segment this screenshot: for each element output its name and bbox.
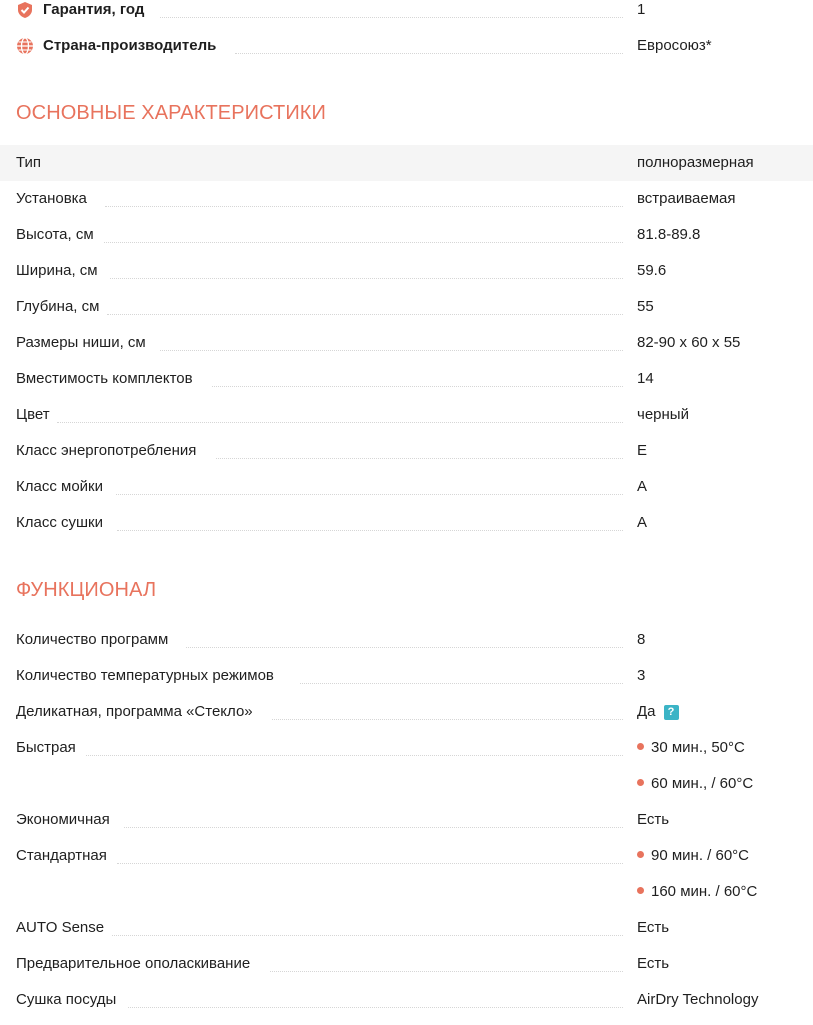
- spec-value: 8: [637, 631, 646, 648]
- spec-value: A: [637, 478, 648, 495]
- spec-row: [0, 505, 813, 541]
- dotted-leader: [300, 683, 623, 684]
- spec-value: AirDry Technology: [637, 991, 759, 1008]
- dotted-leader: [112, 935, 623, 936]
- spec-label: Класс энергопотребления: [16, 442, 197, 459]
- spec-label: AUTO Sense: [16, 919, 105, 936]
- spec-row: [0, 694, 813, 730]
- spec-row: [0, 253, 813, 289]
- spec-value: [637, 702, 679, 722]
- spec-value: 55: [637, 298, 654, 315]
- spec-row-country: [0, 28, 813, 64]
- spec-value: [637, 738, 745, 758]
- spec-label: Количество программ: [16, 631, 169, 648]
- spec-row: [0, 622, 813, 658]
- dotted-leader: [110, 278, 623, 279]
- spec-label: Количество температурных режимов: [16, 667, 274, 684]
- dotted-leader: [270, 971, 623, 972]
- bullet-text: 160 мин. / 60°C: [651, 883, 758, 900]
- spec-label: Размеры ниши, см: [16, 334, 146, 351]
- spec-row: [0, 289, 813, 325]
- section-title-features: ФУНКЦИОНАЛ: [16, 579, 157, 601]
- dotted-leader: [57, 422, 623, 423]
- dotted-leader: [117, 863, 623, 864]
- spec-value-text: Да: [637, 703, 656, 720]
- spec-value: E: [637, 442, 648, 459]
- dotted-leader: [117, 530, 623, 531]
- spec-label: Сушка посуды: [16, 991, 117, 1008]
- help-icon[interactable]: ?: [664, 705, 679, 720]
- spec-value: 14: [637, 370, 654, 387]
- spec-label: Ширина, см: [16, 262, 98, 279]
- spec-row: [0, 946, 813, 982]
- dotted-leader: [186, 647, 623, 648]
- spec-label: Цвет: [16, 406, 50, 423]
- spec-value: 81.8-89.8: [637, 226, 701, 243]
- spec-value: Есть: [637, 811, 670, 828]
- dotted-leader: [104, 242, 623, 243]
- spec-value: встраиваемая: [637, 190, 736, 207]
- bullet-icon: [637, 779, 644, 786]
- spec-value: 82-90 х 60 х 55: [637, 334, 741, 351]
- bullet-text: 90 мин. / 60°C: [651, 847, 750, 864]
- spec-value: [637, 882, 757, 902]
- bullet-icon: [637, 743, 644, 750]
- dotted-leader: [86, 755, 623, 756]
- spec-value: 3: [637, 667, 646, 684]
- spec-label: Экономичная: [16, 811, 110, 828]
- spec-row: [0, 838, 813, 874]
- spec-row: [0, 433, 813, 469]
- spec-value: черный: [637, 406, 689, 423]
- dotted-leader: [216, 458, 623, 459]
- globe-icon: [16, 37, 34, 55]
- spec-label: Тип: [16, 154, 42, 171]
- section-title-main-specs: ОСНОВНЫЕ ХАРАКТЕРИСТИКИ: [16, 102, 327, 124]
- spec-value: A: [637, 514, 648, 531]
- spec-row: [0, 730, 813, 766]
- bullet-icon: [637, 887, 644, 894]
- dotted-leader: [160, 350, 623, 351]
- dotted-leader: [105, 206, 623, 207]
- dotted-leader: [116, 494, 623, 495]
- spec-label: Предварительное ополаскивание: [16, 955, 251, 972]
- spec-row: [0, 325, 813, 361]
- spec-row-warranty: [0, 0, 813, 28]
- spec-row: [0, 181, 813, 217]
- shield-check-icon: [16, 1, 34, 19]
- spec-label: Класс сушки: [16, 514, 103, 531]
- spec-label: Деликатная, программа «Стекло»: [16, 703, 253, 720]
- spec-row: [0, 361, 813, 397]
- spec-label: Высота, см: [16, 226, 94, 243]
- bullet-icon: [637, 851, 644, 858]
- dotted-leader: [107, 314, 623, 315]
- spec-row: [0, 982, 813, 1018]
- dotted-leader: [128, 1007, 623, 1008]
- spec-row: [0, 802, 813, 838]
- spec-value: Евросоюз*: [637, 37, 712, 54]
- spec-label: Стандартная: [16, 847, 107, 864]
- bullet-text: 60 мин., / 60°C: [651, 775, 754, 792]
- dotted-leader: [212, 386, 623, 387]
- dotted-leader: [160, 17, 623, 18]
- spec-label: Вместимость комплектов: [16, 370, 193, 387]
- spec-row-continuation: [0, 766, 813, 802]
- spec-value: Есть: [637, 955, 670, 972]
- spec-value: 59.6: [637, 262, 667, 279]
- spec-label: Быстрая: [16, 739, 76, 756]
- spec-row-continuation: [0, 874, 813, 910]
- spec-value: полноразмерная: [637, 154, 754, 171]
- bullet-text: 30 мин., 50°C: [651, 739, 745, 756]
- spec-label: Гарантия, год: [43, 1, 145, 18]
- dotted-leader: [124, 827, 623, 828]
- spec-label: Установка: [16, 190, 87, 207]
- dotted-leader: [272, 719, 623, 720]
- spec-row: [0, 469, 813, 505]
- spec-label: Страна-производитель: [43, 37, 217, 54]
- spec-label: Класс мойки: [16, 478, 103, 495]
- spec-value: [637, 846, 749, 866]
- spec-row: [0, 397, 813, 433]
- spec-value: Есть: [637, 919, 670, 936]
- spec-label: Глубина, см: [16, 298, 100, 315]
- spec-row: [0, 145, 813, 181]
- dotted-leader: [235, 53, 623, 54]
- spec-row: [0, 910, 813, 946]
- spec-row: [0, 658, 813, 694]
- spec-value: [637, 774, 753, 794]
- spec-value: 1: [637, 1, 646, 18]
- spec-row: [0, 217, 813, 253]
